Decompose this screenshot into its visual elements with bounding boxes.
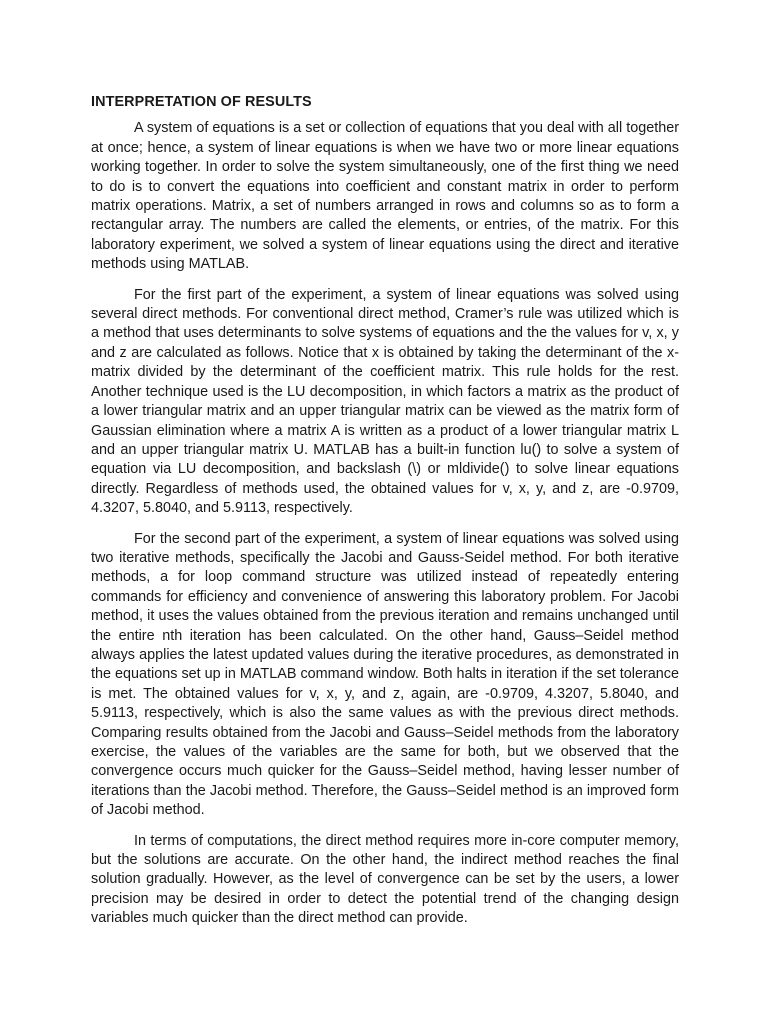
paragraph-iterative-methods: For the second part of the experiment, a system of linear equations was solved using two iterative methods, specifically the Jacobi and Gauss-Seidel method. For both iterative methods, a for loop command structure was utilized instead of repeatedly entering commands for efficiency and convenience of answering this laboratory problem. For Jacobi method, it uses the values obtained from the previous iteration and remains unchanged until the entire nth iteration has been calculated. On the other hand, Gauss–Seidel method always applies the latest updated values during the iterative procedures, as demonstrated in the equations set up in MATLAB command window. Both halts in iteration if the set tolerance is met. The obtained values for v, x, y, and z, again, are -0.9709, 4.3207, 5.8040, and 5.9113, respectively, which is also the same values as with the previous direct methods. Comparing results obtained from the Jacobi and Gauss–Seidel methods from the laboratory exercise, the values of the variables are the same for both, but we observed that the convergence occurs much quicker for the Gauss–Seidel method, having lesser number of iterations than the Jacobi method. Therefore, the Gauss–Seidel method is an improved form of Jacobi method. xyxy=(91,530,679,819)
paragraph-direct-methods: For the first part of the experiment, a system of linear equations was solved using several direct methods. For conventional direct method, Cramer’s rule was utilized which is a method that uses determinants to solve systems of equations and the the values for v, x, y and z are calculated as follows. Notice that x is obtained by taking the determinant of the x-matrix divided by the determinant of the coefficient matrix. This rule holds for the rest. Another technique used is the LU decomposition, in which factors a matrix as the product of a lower triangular matrix and an upper triangular matrix can be viewed as the matrix form of Gaussian elimination where a matrix A is written as a product of a lower triangular matrix L and an upper triangular matrix U. MATLAB has a built-in function lu() to solve a system of equation via LU decomposition, and backslash (\) or mldivide() to solve linear equations directly. Regardless of methods used, the obtained values for v, x, y, and z, are -0.9709, 4.3207, 5.8040, and 5.9113, respectively. xyxy=(91,286,679,517)
paragraph-introduction: A system of equations is a set or collection of equations that you deal with all together at once; hence, a system of linear equations is when we have two or more linear equations working together. In order to solve the system simultaneously, one of the first thing we need to do is to convert the equations into coefficient and constant matrix in order to perform matrix operations. Matrix, a set of numbers arranged in rows and columns so as to form a rectangular array. The numbers are called the elements, or entries, of the matrix. For this laboratory experiment, we solved a system of linear equations using the direct and iterative methods using MATLAB. xyxy=(91,120,679,273)
document-page xyxy=(91,93,679,940)
section-heading: INTERPRETATION OF RESULTS xyxy=(91,94,312,110)
paragraph-computations: In terms of computations, the direct method requires more in-core computer memory, but the solutions are accurate. On the other hand, the indirect method reaches the final solution gradually. However, as the level of convergence can be set by the users, a lower precision may be desired in order to detect the potential trend of the changing design variables much quicker than the direct method can provide. xyxy=(91,832,679,927)
